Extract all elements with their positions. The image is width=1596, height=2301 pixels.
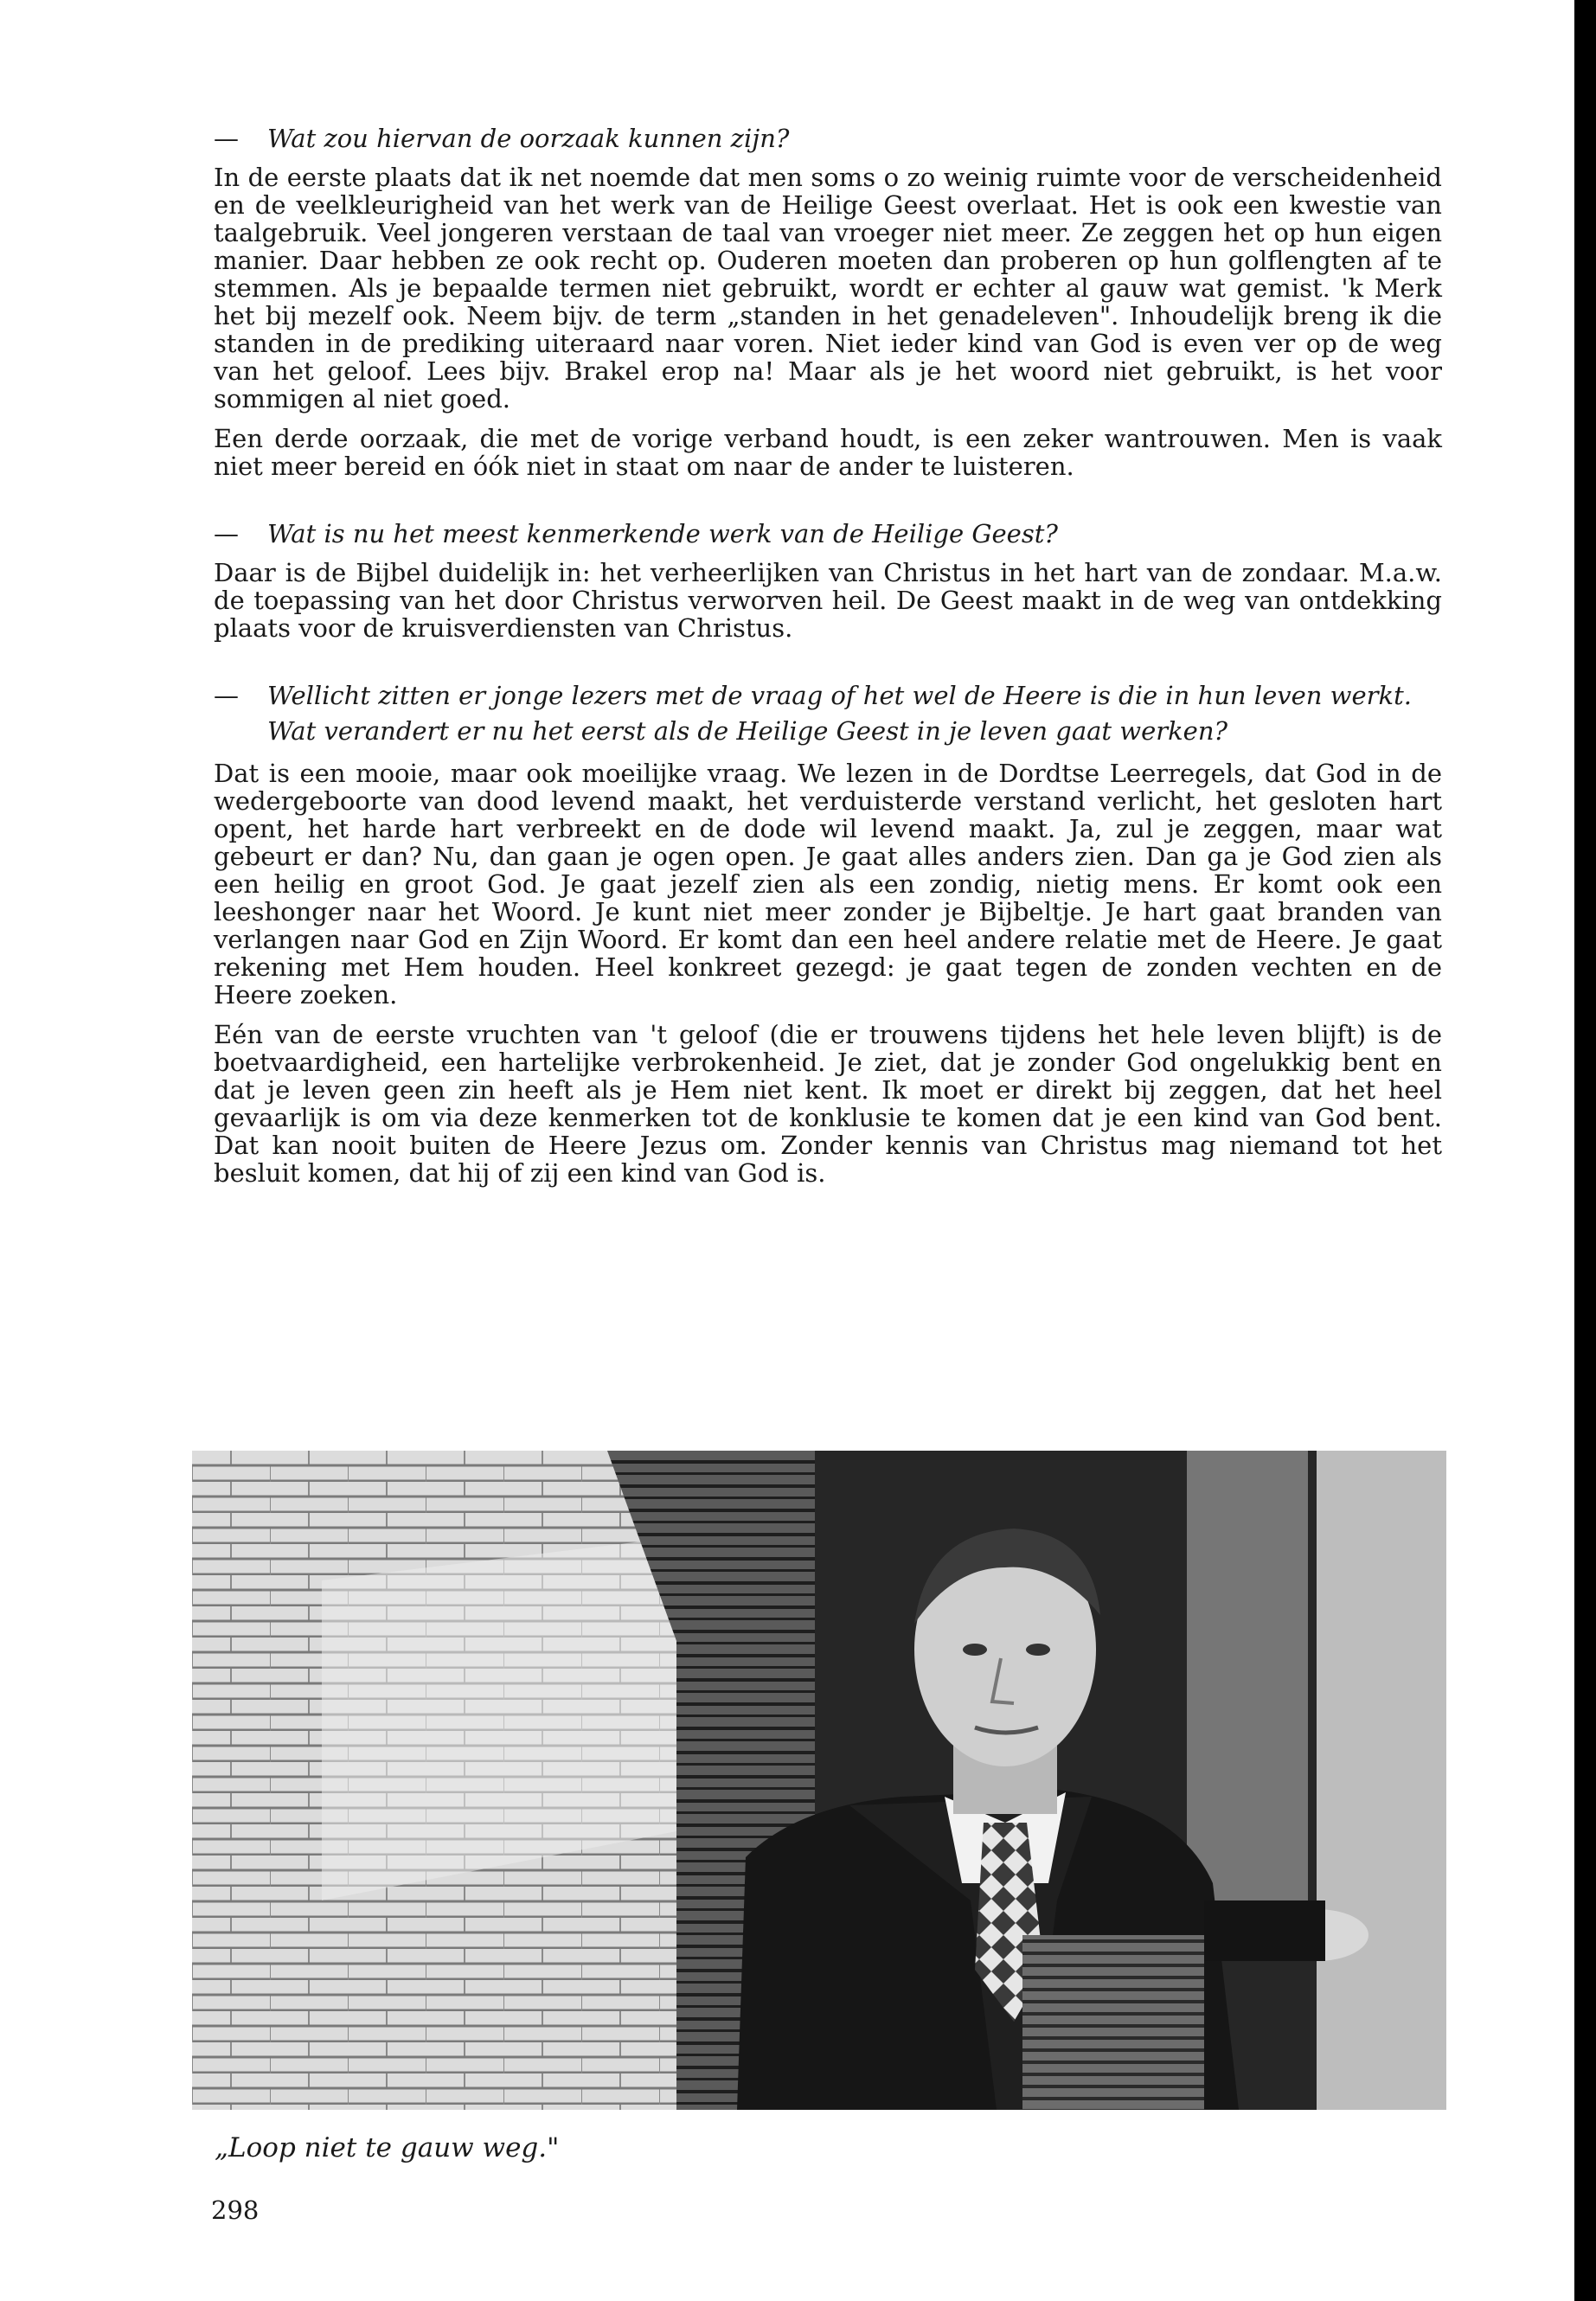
photo-caption: „Loop niet te gauw weg.": [215, 2132, 560, 2163]
wooden-box: [1022, 1935, 1204, 2110]
door-frame: [1187, 1451, 1308, 1900]
portrait-photo: [192, 1451, 1446, 2110]
article-body: [214, 121, 1442, 1187]
paragraph: Eén van de eerste vruchten van 't geloof (die er trouwens tijdens het hele leven blijft) is de boetvaardigheid, een hartelijke verbrokenheid. Je ziet, dat je zonder God ongelukkig bent en dat je leven geen zin heeft als je Hem niet kent. Ik moet er direkt bij zeggen, dat het heel gevaarlijk is om via deze kenmerken tot de konklusie te komen dat je een kind van God bent. Dat kan nooit buiten de Heere Jezus om. Zonder kennis van Christus mag niemand tot het besluit komen, dat hij of zij een kind van God is.: [214, 1020, 1442, 1188]
question-2: [214, 516, 1442, 552]
left-eye: [963, 1644, 987, 1656]
scan-edge-bar: [1574, 0, 1596, 2301]
question-3: [214, 678, 1442, 749]
question-text: Wat is nu het meest kenmerkende werk van de Heilige Geest?: [267, 519, 1058, 548]
door-panel: [1317, 1451, 1446, 2110]
question-text: Wat zou hiervan de oorzaak kunnen zijn?: [267, 124, 790, 153]
question-1: [214, 121, 1442, 157]
right-eye: [1026, 1644, 1050, 1656]
paragraph: Een derde oorzaak, die met de vorige verband houdt, is een zeker wantrouwen. Men is vaak niet meer bereid en óók niet in staat om naar de ander te luisteren.: [214, 424, 1442, 481]
paragraph: Daar is de Bijbel duidelijk in: het verheerlijken van Christus in het hart van de zondaar. M.a.w. de toepassing van het door Christus verworven heil. De Geest maakt in de weg van ontdekking plaats voor de kruisverdiensten van Christus.: [214, 558, 1442, 643]
question-dash: —: [214, 124, 239, 153]
paragraph: In de eerste plaats dat ik net noemde dat men soms o zo weinig ruimte voor de verscheidenheid en de veelkleurigheid van het werk van de Heilige Geest overlaat. Het is ook een kwestie van taalgebruik. Veel jongeren verstaan de taal van vroeger niet meer. Ze zeggen het op hun eigen manier. Daar hebben ze ook recht op. Ouderen moeten dan proberen op hun golflengten af te stemmen. Als je bepaalde termen niet gebruikt, wordt er echter al gauw wat gemist. 'k Merk het bij mezelf ook. Neem bijv. de term „standen in het genadeleven". Inhoudelijk breng ik die standen in de prediking uiteraard naar voren. Niet ieder kind van God is even ver op de weg van het geloof. Lees bijv. Brakel erop na! Maar als je het woord niet gebruikt, is het voor sommigen al niet goed.: [214, 163, 1442, 413]
paragraph: Dat is een mooie, maar ook moeilijke vraag. We lezen in de Dordtse Leerregels, dat God in de wedergeboorte van dood levend maakt, het verduisterde verstand verlicht, het gesloten hart opent, het harde hart verbreekt en de dode wil levend maakt. Ja, zul je zeggen, maar wat gebeurt er dan? Nu, dan gaan je ogen open. Je gaat alles anders zien. Dan ga je God zien als een heilig en groot God. Je gaat jezelf zien als een zondig, nietig mens. Er komt ook een leeshonger naar het Woord. Je kunt niet meer zonder je Bijbeltje. Je hart gaat branden van verlangen naar God en Zijn Woord. Er komt dan een heel andere relatie met de Heere. Je gaat rekening met Hem houden. Heel konkreet gezegd: je gaat tegen de zonden vechten en de Heere zoeken.: [214, 759, 1442, 1009]
page-number: 298: [211, 2195, 260, 2225]
question-dash: —: [214, 519, 239, 548]
sleeve: [1204, 1900, 1325, 1961]
question-text: Wellicht zitten er jonge lezers met de vraag of het wel de Heere is die in hun leven werkt. Wat verandert er nu het eerst als de Heilige Geest in je leven gaat werken?: [267, 681, 1412, 746]
question-dash: —: [214, 681, 239, 710]
